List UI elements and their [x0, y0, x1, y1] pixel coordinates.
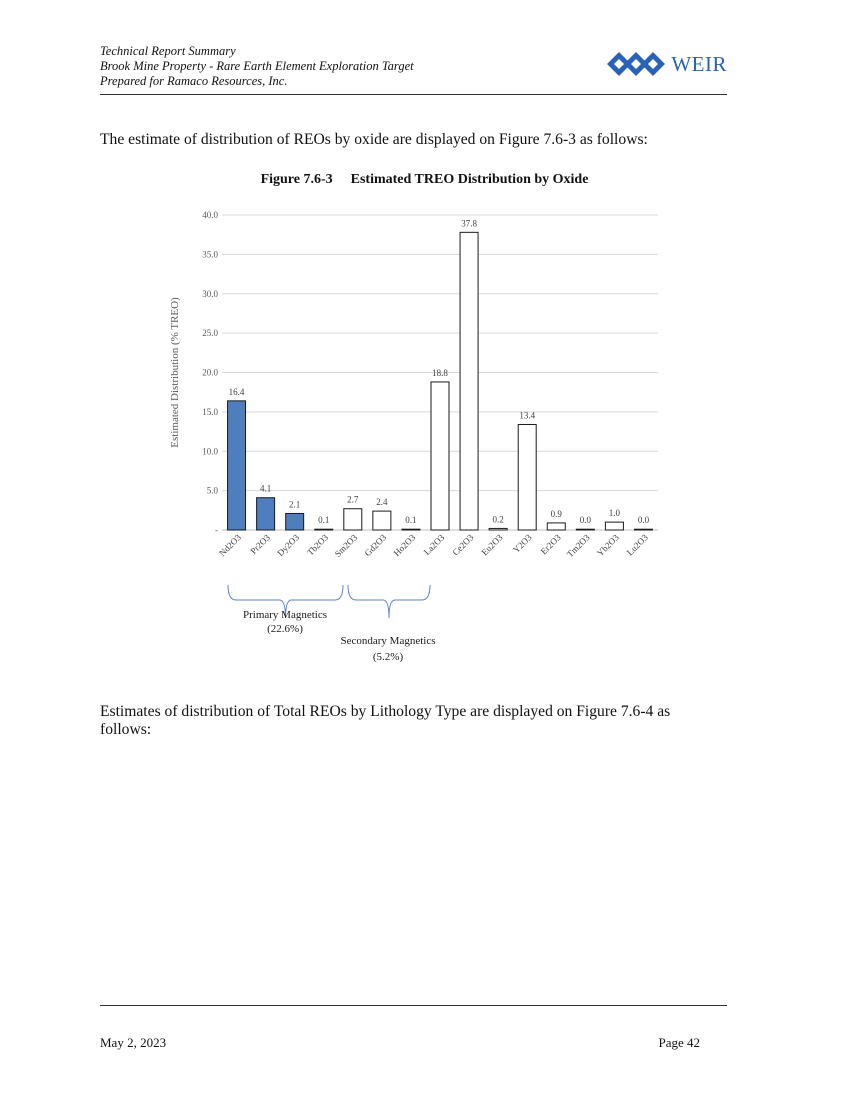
category-label: Yb2O3 [595, 532, 621, 559]
data-label: 37.8 [461, 218, 477, 229]
bar [460, 232, 478, 530]
category-label: Tm2O3 [564, 532, 592, 560]
data-label: 0.1 [318, 515, 330, 526]
y-tick-label: 25.0 [202, 328, 218, 339]
bar [315, 529, 333, 530]
category-label: Dy2O3 [275, 532, 302, 559]
diamond-logo-icon [607, 51, 669, 77]
data-label: 2.1 [289, 499, 301, 510]
bar [344, 509, 362, 530]
data-label: 0.2 [492, 514, 504, 525]
bar [373, 511, 391, 530]
footer-date: May 2, 2023 [100, 1035, 167, 1050]
page-header [100, 44, 727, 95]
category-label: Ce2O3 [450, 532, 476, 558]
bar [547, 523, 565, 530]
page-footer [100, 1005, 727, 1050]
treo-distribution-chart [160, 200, 680, 680]
bar [576, 529, 594, 530]
intro-paragraph: The estimate of distribution of REOs by oxide are displayed on Figure 7.6-3 as follows: [100, 131, 648, 148]
logo-text: WEIR [671, 51, 727, 76]
data-label: 0.1 [405, 515, 417, 526]
category-label: Er2O3 [538, 532, 563, 557]
header-property: Brook Mine Property - Rare Earth Element Exploration Target [100, 59, 414, 73]
lithology-paragraph [100, 703, 730, 739]
data-label: 0.0 [579, 515, 591, 526]
y-tick-label: 35.0 [202, 249, 218, 260]
bar [431, 382, 449, 530]
data-label: 4.1 [259, 483, 272, 494]
y-tick-label: 20.0 [202, 367, 218, 378]
y-tick-label: 30.0 [202, 288, 218, 299]
category-label: Nd2O3 [217, 532, 243, 559]
secondary-magnetics-value: (5.2%) [372, 651, 404, 663]
figure-caption [0, 172, 849, 188]
data-label: 1.0 [608, 508, 621, 519]
figure-title: Estimated TREO Distribution by Oxide [350, 172, 589, 187]
data-label: 2.7 [347, 494, 359, 505]
secondary-magnetics-label: Secondary Magnetics [340, 635, 436, 647]
primary-magnetics-label: Primary Magnetics [242, 609, 328, 621]
figure-number: Figure 7.6-3 [260, 172, 333, 187]
data-label: 16.4 [228, 386, 245, 397]
data-label: 0.9 [550, 508, 562, 519]
bar [634, 529, 652, 530]
header-report-type: Technical Report Summary [100, 44, 236, 58]
bar [402, 529, 420, 530]
y-tick-label: - [215, 525, 218, 535]
bar [257, 498, 275, 530]
header-client: Prepared for Ramaco Resources, Inc. [100, 74, 288, 88]
category-label: La2O3 [421, 532, 447, 558]
y-axis-title: Estimated Distribution (% TREO) [169, 297, 181, 448]
category-label: Pr2O3 [248, 532, 273, 557]
data-label: 18.8 [432, 367, 448, 378]
category-label: Ho2O3 [391, 532, 418, 559]
category-label: Eu2O3 [479, 532, 505, 558]
y-tick-label: 5.0 [206, 485, 218, 496]
data-label: 13.4 [519, 410, 536, 421]
footer-page-number: Page 42 [658, 1035, 700, 1050]
category-label: Y2O3 [510, 532, 534, 555]
category-label: Tb2O3 [305, 532, 331, 558]
category-label: Lu2O3 [624, 532, 650, 558]
category-label: Gd2O3 [362, 532, 389, 559]
bar [605, 522, 623, 530]
category-label: Sm2O3 [332, 532, 360, 559]
primary-magnetics-value: (22.6%) [267, 623, 303, 635]
data-label: 2.4 [376, 497, 388, 508]
y-tick-label: 15.0 [202, 406, 218, 417]
weir-logo [607, 50, 727, 78]
bar [489, 528, 507, 530]
data-label: 0.0 [637, 515, 650, 526]
bar [228, 401, 246, 530]
bar [286, 513, 304, 530]
y-tick-label: 10.0 [202, 446, 218, 457]
bar [518, 424, 536, 530]
lithology-text-line1: Estimates of distribution of Total REOs by Lithology Type are displayed on Figure 7.6-4 as [100, 703, 671, 720]
secondary-magnetics-bracket [348, 585, 430, 618]
y-tick-label: 40.0 [202, 210, 218, 220]
lithology-text-line2: follows: [100, 721, 152, 738]
